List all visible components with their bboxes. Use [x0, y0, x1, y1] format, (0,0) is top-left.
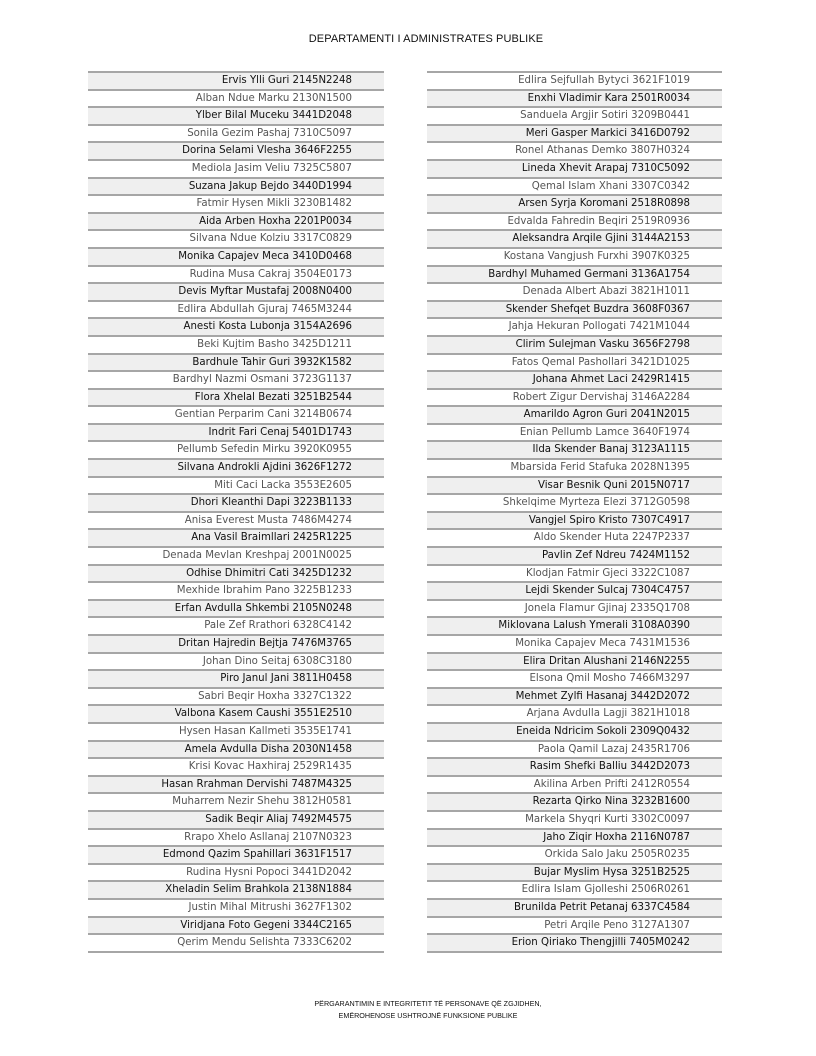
list-item: Denada Mevlan Kreshpaj 2001N0025 [88, 546, 384, 564]
name-list-right [427, 71, 722, 953]
list-item: Enxhi Vladimir Kara 2501R0034 [427, 89, 722, 107]
list-item: Amarildo Agron Guri 2041N2015 [427, 405, 722, 423]
list-item: Alban Ndue Marku 2130N1500 [88, 89, 384, 107]
list-item: Fatmir Hysen Mikli 3230B1482 [88, 194, 384, 212]
table-bottom-border [88, 951, 384, 953]
list-item: Rudina Musa Cakraj 3504E0173 [88, 265, 384, 283]
list-item: Dritan Hajredin Bejtja 7476M3765 [88, 634, 384, 652]
list-item: Arsen Syrja Koromani 2518R0898 [427, 194, 722, 212]
list-item: Qemal Islam Xhani 3307C0342 [427, 177, 722, 195]
list-item: Gentian Perparim Cani 3214B0674 [88, 405, 384, 423]
list-item: Skender Shefqet Buzdra 3608F0367 [427, 300, 722, 318]
list-item: Krisi Kovac Haxhiraj 2529R1435 [88, 757, 384, 775]
list-item: Eneida Ndricim Sokoli 2309Q0432 [427, 722, 722, 740]
list-item: Rasim Shefki Balliu 3442D2073 [427, 757, 722, 775]
list-item: Clirim Sulejman Vasku 3656F2798 [427, 335, 722, 353]
list-item: Erfan Avdulla Shkembi 2105N0248 [88, 599, 384, 617]
list-item: Johana Ahmet Laci 2429R1415 [427, 370, 722, 388]
list-item: Brunilda Petrit Petanaj 6337C4584 [427, 898, 722, 916]
list-item: Dhori Kleanthi Dapi 3223B1133 [88, 493, 384, 511]
list-item: Ronel Athanas Demko 3807H0324 [427, 141, 722, 159]
list-item: Shkelqime Myrteza Elezi 3712G0598 [427, 493, 722, 511]
list-item: Piro Janul Jani 3811H0458 [88, 669, 384, 687]
list-item: Odhise Dhimitri Cati 3425D1232 [88, 564, 384, 582]
list-item: Lejdi Skender Sulcaj 7304C4757 [427, 581, 722, 599]
list-item: Anesti Kosta Lubonja 3154A2696 [88, 317, 384, 335]
list-item: Elira Dritan Alushani 2146N2255 [427, 652, 722, 670]
list-item: Mbarsida Ferid Stafuka 2028N1395 [427, 458, 722, 476]
list-item: Vangjel Spiro Kristo 7307C4917 [427, 511, 722, 529]
page-title: DEPARTAMENTI I ADMINISTRATES PUBLIKE [308, 33, 544, 45]
list-item: Pale Zef Rrathori 6328C4142 [88, 616, 384, 634]
list-item: Aldo Skender Huta 2247P2337 [427, 528, 722, 546]
list-item: Enian Pellumb Lamce 3640F1974 [427, 423, 722, 441]
list-item: Kostana Vangjush Furxhi 3907K0325 [427, 247, 722, 265]
list-item: Aleksandra Arqile Gjini 3144A2153 [427, 229, 722, 247]
list-item: Justin Mihal Mitrushi 3627F1302 [88, 898, 384, 916]
list-item: Hysen Hasan Kallmeti 3535E1741 [88, 722, 384, 740]
list-item: Markela Shyqri Kurti 3302C0097 [427, 810, 722, 828]
footer-line-2: EMËROHENOSE USHTROJNË FUNKSIONE PUBLIKE [338, 1011, 518, 1020]
list-item: Amela Avdulla Disha 2030N1458 [88, 740, 384, 758]
list-item: Denada Albert Abazi 3821H1011 [427, 282, 722, 300]
list-item: Pellumb Sefedin Mirku 3920K0955 [88, 440, 384, 458]
list-item: Mehmet Zylfi Hasanaj 3442D2072 [427, 687, 722, 705]
list-item: Jonela Flamur Gjinaj 2335Q1708 [427, 599, 722, 617]
list-item: Anisa Everest Musta 7486M4274 [88, 511, 384, 529]
list-item: Jahja Hekuran Pollogati 7421M1044 [427, 317, 722, 335]
list-item: Monika Capajev Meca 7431M1536 [427, 634, 722, 652]
list-item: Edlira Islam Gjolleshi 2506R0261 [427, 880, 722, 898]
list-item: Rezarta Qirko Nina 3232B1600 [427, 792, 722, 810]
list-item: Meri Gasper Markici 3416D0792 [427, 124, 722, 142]
list-item: Edvalda Fahredin Beqiri 2519R0936 [427, 212, 722, 230]
list-item: Sadik Beqir Aliaj 7492M4575 [88, 810, 384, 828]
list-item: Bardhyl Muhamed Germani 3136A1754 [427, 265, 722, 283]
list-item: Edmond Qazim Spahillari 3631F1517 [88, 845, 384, 863]
list-item: Mexhide Ibrahim Pano 3225B1233 [88, 581, 384, 599]
list-item: Bardhyl Nazmi Osmani 3723G1137 [88, 370, 384, 388]
list-item: Petri Arqile Peno 3127A1307 [427, 916, 722, 934]
table-bottom-border [427, 951, 722, 953]
list-item: Edlira Abdullah Gjuraj 7465M3244 [88, 300, 384, 318]
list-item: Muharrem Nezir Shehu 3812H0581 [88, 792, 384, 810]
list-item: Suzana Jakup Bejdo 3440D1994 [88, 177, 384, 195]
list-item: Sabri Beqir Hoxha 3327C1322 [88, 687, 384, 705]
list-item: Flora Xhelal Bezati 3251B2544 [88, 388, 384, 406]
list-item: Dorina Selami Vlesha 3646F2255 [88, 141, 384, 159]
list-item: Sanduela Argjir Sotiri 3209B0441 [427, 106, 722, 124]
page-footer [0, 998, 816, 1022]
list-item: Ana Vasil Braimllari 2425R1225 [88, 528, 384, 546]
list-item: Xheladin Selim Brahkola 2138N1884 [88, 880, 384, 898]
name-list-left [88, 71, 384, 953]
list-item: Mediola Jasim Veliu 7325C5807 [88, 159, 384, 177]
list-item: Monika Capajev Meca 3410D0468 [88, 247, 384, 265]
list-item: Miklovana Lalush Ymerali 3108A0390 [427, 616, 722, 634]
list-item: Lineda Xhevit Arapaj 7310C5092 [427, 159, 722, 177]
list-item: Silvana Ndue Kolziu 3317C0829 [88, 229, 384, 247]
list-item: Jaho Ziqir Hoxha 2116N0787 [427, 828, 722, 846]
list-item: Klodjan Fatmir Gjeci 3322C1087 [427, 564, 722, 582]
list-item: Valbona Kasem Caushi 3551E2510 [88, 704, 384, 722]
list-item: Devis Myftar Mustafaj 2008N0400 [88, 282, 384, 300]
list-item: Robert Zigur Dervishaj 3146A2284 [427, 388, 722, 406]
list-item: Bardhule Tahir Guri 3932K1582 [88, 353, 384, 371]
list-item: Beki Kujtim Basho 3425D1211 [88, 335, 384, 353]
list-item: Ylber Bilal Muceku 3441D2048 [88, 106, 384, 124]
list-item: Hasan Rrahman Dervishi 7487M4325 [88, 775, 384, 793]
list-item: Fatos Qemal Pashollari 3421D1025 [427, 353, 722, 371]
list-item: Indrit Fari Cenaj 5401D1743 [88, 423, 384, 441]
list-item: Aida Arben Hoxha 2201P0034 [88, 212, 384, 230]
list-item: Ervis Ylli Guri 2145N2248 [88, 71, 384, 89]
list-item: Edlira Sejfullah Bytyci 3621F1019 [427, 71, 722, 89]
list-item: Akilina Arben Prifti 2412R0554 [427, 775, 722, 793]
list-item: Paola Qamil Lazaj 2435R1706 [427, 740, 722, 758]
list-item: Ilda Skender Banaj 3123A1115 [427, 440, 722, 458]
list-item: Orkida Salo Jaku 2505R0235 [427, 845, 722, 863]
list-item: Visar Besnik Quni 2015N0717 [427, 476, 722, 494]
list-item: Silvana Androkli Ajdini 3626F1272 [88, 458, 384, 476]
list-item: Johan Dino Seitaj 6308C3180 [88, 652, 384, 670]
list-item: Pavlin Zef Ndreu 7424M1152 [427, 546, 722, 564]
list-item: Sonila Gezim Pashaj 7310C5097 [88, 124, 384, 142]
footer-line-1: PËRGARANTIMIN E INTEGRITETIT TË PERSONAVE QË ZGJIDHEN, [314, 999, 542, 1008]
list-item: Viridjana Foto Gegeni 3344C2165 [88, 916, 384, 934]
list-item: Rrapo Xhelo Asllanaj 2107N0323 [88, 828, 384, 846]
list-item: Qerim Mendu Selishta 7333C6202 [88, 933, 384, 951]
list-item: Elsona Qmil Mosho 7466M3297 [427, 669, 722, 687]
list-item: Arjana Avdulla Lagji 3821H1018 [427, 704, 722, 722]
list-item: Bujar Myslim Hysa 3251B2525 [427, 863, 722, 881]
list-item: Miti Caci Lacka 3553E2605 [88, 476, 384, 494]
list-item: Rudina Hysni Popoci 3441D2042 [88, 863, 384, 881]
list-item: Erion Qiriako Thengjilli 7405M0242 [427, 933, 722, 951]
